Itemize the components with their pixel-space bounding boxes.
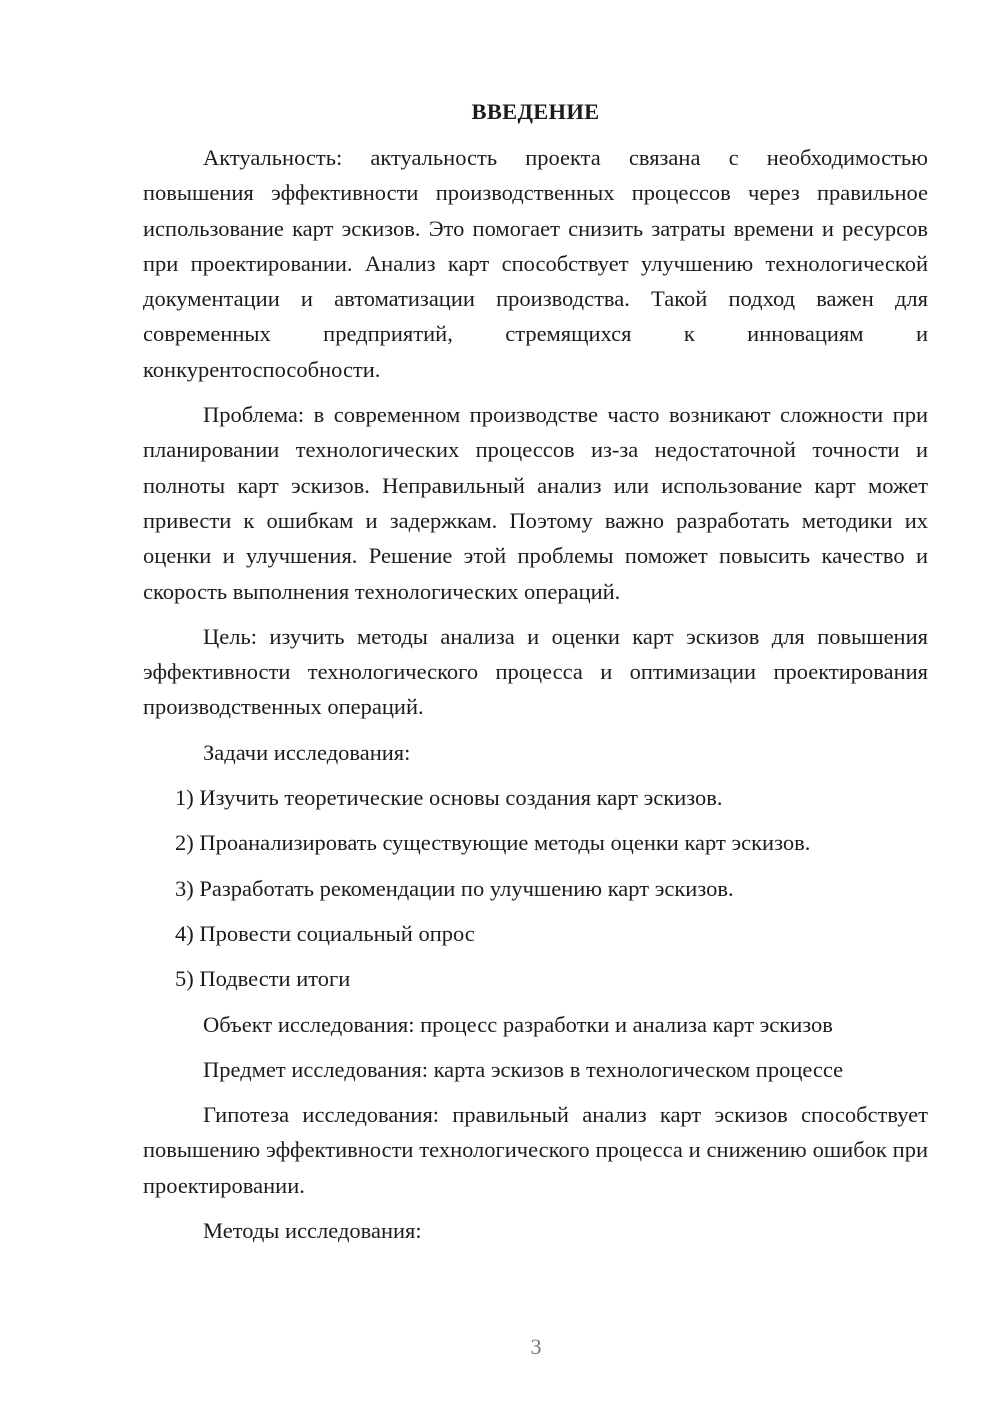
page-title: ВВЕДЕНИЕ — [471, 99, 600, 124]
tasks-heading: Задачи исследования: — [203, 739, 411, 765]
problem-paragraph: Проблема: в современном производстве часто возникают сложности при планировании технологических процессов из-за недостаточной точности и полноты карт эскизов. Неправильный анализ или использование карт может привести к ошибкам и задержкам. Поэтому важно разработать методики их оценки и улучшения. Решение этой проблемы поможет повысить качество и скорость выполнения технологических операций. — [143, 402, 928, 604]
list-item: 5) Подвести итоги — [175, 966, 351, 992]
object-paragraph: Объект исследования: процесс разработки и анализа карт эскизов — [203, 1011, 833, 1037]
hypothesis-paragraph: Гипотеза исследования: правильный анализ карт эскизов способствует повышению эффективности технологического процесса и снижению ошибок при проектировании. — [143, 1102, 928, 1198]
subject-paragraph: Предмет исследования: карта эскизов в технологическом процессе — [203, 1056, 844, 1082]
list-item: 1) Изучить теоретические основы создания карт эскизов. — [175, 785, 723, 811]
page-number: 3 — [530, 1334, 542, 1359]
list-item: 2) Проанализировать существующие методы оценки карт эскизов. — [175, 830, 811, 856]
methods-heading: Методы исследования: — [203, 1218, 422, 1244]
list-item: 4) Провести социальный опрос — [175, 920, 475, 946]
list-item: 3) Разработать рекомендации по улучшению карт эскизов. — [175, 875, 734, 901]
document-page — [143, 96, 928, 1258]
tasks-list — [143, 780, 928, 996]
relevance-paragraph: Актуальность: актуальность проекта связана с необходимостью повышения эффективности производственных процессов через правильное использование карт эскизов. Это помогает снизить затраты времени и ресурсов при проектировании. Анализ карт способствует улучшению технологической документации и автоматизации производства. Такой подход важен для современных предприятий, стремящихся к инновациям и конкурентоспособности. — [143, 145, 928, 382]
goal-paragraph: Цель: изучить методы анализа и оценки карт эскизов для повышения эффективности технологического процесса и оптимизации проектирования производственных операций. — [143, 623, 928, 720]
